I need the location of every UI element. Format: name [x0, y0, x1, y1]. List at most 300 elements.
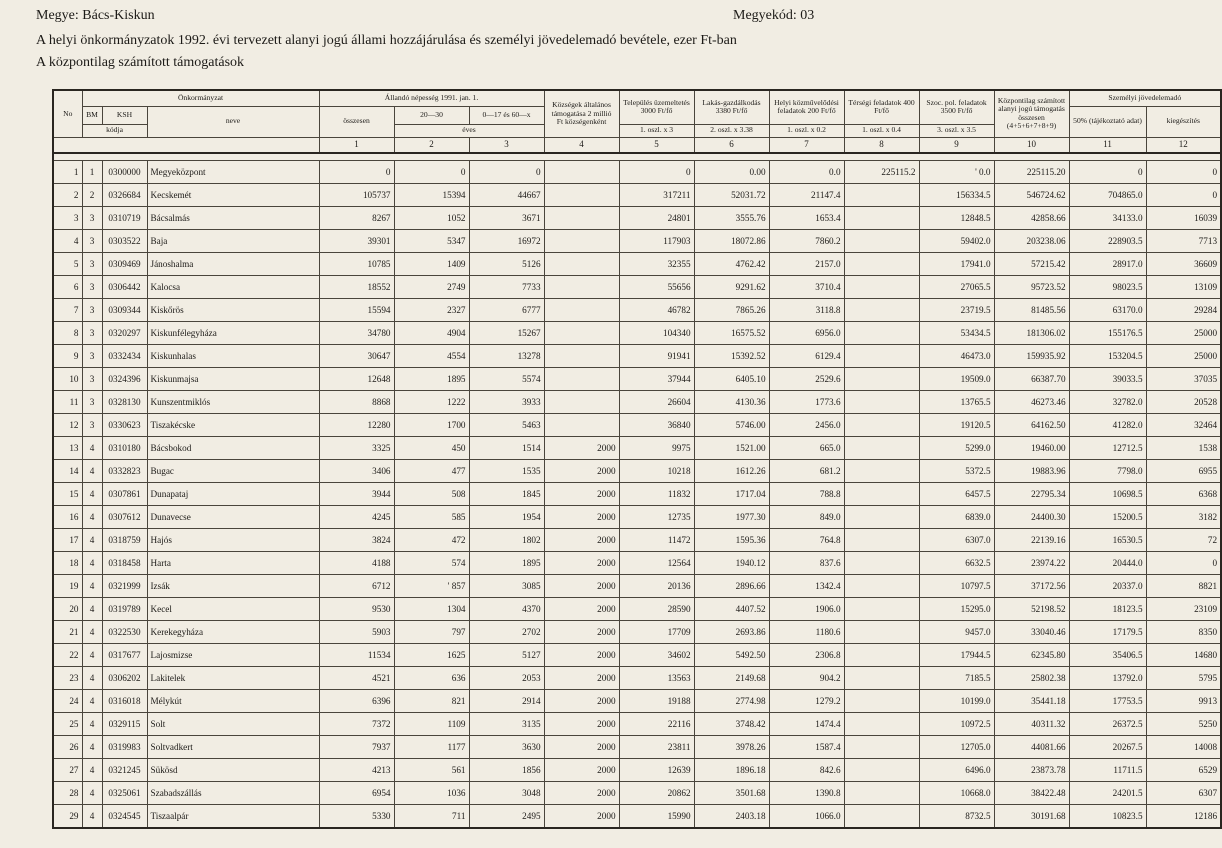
table-row — [53, 736, 1221, 759]
table-cell: 15392.52 — [694, 345, 769, 368]
table-cell: 0 — [619, 161, 694, 184]
table-cell: 42858.66 — [994, 207, 1069, 230]
table-cell: 0318759 — [102, 529, 147, 552]
table-cell: 1222 — [394, 391, 469, 414]
table-cell: 3406 — [319, 460, 394, 483]
table-cell: 1342.4 — [769, 575, 844, 598]
column-number: 4 — [544, 137, 619, 153]
table-cell: 2000 — [544, 621, 619, 644]
table-cell — [544, 299, 619, 322]
column-number: 6 — [694, 137, 769, 153]
table-cell: 2000 — [544, 529, 619, 552]
table-cell: 32782.0 — [1069, 391, 1146, 414]
table-cell: 2000 — [544, 598, 619, 621]
table-cell: 0325061 — [102, 782, 147, 805]
table-cell: 98023.5 — [1069, 276, 1146, 299]
table-cell: 20444.0 — [1069, 552, 1146, 575]
table-row — [53, 667, 1221, 690]
col-header-osszesen: összesen — [319, 106, 394, 137]
table-cell: 2749 — [394, 276, 469, 299]
table-cell: 16575.52 — [694, 322, 769, 345]
table-cell: 1279.2 — [769, 690, 844, 713]
table-cell: 3824 — [319, 529, 394, 552]
table-cell: 5574 — [469, 368, 544, 391]
table-cell: 38422.48 — [994, 782, 1069, 805]
table-cell: 6632.5 — [919, 552, 994, 575]
table-cell: 704865.0 — [1069, 184, 1146, 207]
municipality-name: Tiszakécske — [147, 414, 319, 437]
table-cell: 17941.0 — [919, 253, 994, 276]
table-cell — [544, 345, 619, 368]
table-cell: 1409 — [394, 253, 469, 276]
row-number: 2 — [53, 184, 82, 207]
table-cell: 105737 — [319, 184, 394, 207]
table-cell: 32355 — [619, 253, 694, 276]
table-cell: 8732.5 — [919, 805, 994, 828]
table-cell: ' 857 — [394, 575, 469, 598]
table-cell: 2000 — [544, 437, 619, 460]
municipality-name: Baja — [147, 230, 319, 253]
table-cell: 1954 — [469, 506, 544, 529]
table-cell — [544, 368, 619, 391]
table-cell: 15295.0 — [919, 598, 994, 621]
table-cell — [544, 184, 619, 207]
table-cell: 0319789 — [102, 598, 147, 621]
row-number: 11 — [53, 391, 82, 414]
table-cell: 3 — [82, 368, 102, 391]
table-cell: 0 — [1146, 161, 1221, 184]
col-header-helyi: Helyi közművelődési feladatok 200 Ft/fő — [769, 90, 844, 124]
table-cell: 11534 — [319, 644, 394, 667]
table-cell: 1177 — [394, 736, 469, 759]
table-cell: 4 — [82, 713, 102, 736]
table-cell: 0328130 — [102, 391, 147, 414]
table-cell: 3 — [82, 391, 102, 414]
table-cell: 711 — [394, 805, 469, 828]
table-cell: 1856 — [469, 759, 544, 782]
table-cell: 2306.8 — [769, 644, 844, 667]
table-cell: 14008 — [1146, 736, 1221, 759]
table-cell: 4 — [82, 437, 102, 460]
col-formula-szoc: 3. oszl. x 3.5 — [919, 124, 994, 137]
table-cell: 7733 — [469, 276, 544, 299]
table-cell: 10218 — [619, 460, 694, 483]
table-cell: 24201.5 — [1069, 782, 1146, 805]
col-header-bm: BM — [82, 106, 102, 124]
column-number: 7 — [769, 137, 844, 153]
col-header-lakas: Lakás-gazdálkodás 3380 Ft/fő — [694, 90, 769, 124]
table-cell: 15990 — [619, 805, 694, 828]
table-row — [53, 230, 1221, 253]
col-header-tersegi: Térségi feladatok 400 Ft/fő — [844, 90, 919, 124]
table-cell: 5795 — [1146, 667, 1221, 690]
table-cell: 0 — [1146, 184, 1221, 207]
table-cell: 25802.38 — [994, 667, 1069, 690]
column-number: 1 — [319, 137, 394, 153]
col-header-age-0-17: 0—17 és 60—x — [469, 106, 544, 124]
table-cell — [544, 253, 619, 276]
row-number: 17 — [53, 529, 82, 552]
table-cell: 34133.0 — [1069, 207, 1146, 230]
table-cell: 0324545 — [102, 805, 147, 828]
table-cell: 10199.0 — [919, 690, 994, 713]
table-cell: 4521 — [319, 667, 394, 690]
table-cell: 7185.5 — [919, 667, 994, 690]
table-cell: 7937 — [319, 736, 394, 759]
table-cell: 574 — [394, 552, 469, 575]
table-cell: 0300000 — [102, 161, 147, 184]
table-row — [53, 184, 1221, 207]
table-cell: 837.6 — [769, 552, 844, 575]
table-cell: 225115.20 — [994, 161, 1069, 184]
column-number: 11 — [1069, 137, 1146, 153]
table-cell: 904.2 — [769, 667, 844, 690]
table-cell — [844, 690, 919, 713]
table-cell: 7372 — [319, 713, 394, 736]
table-cell: 9530 — [319, 598, 394, 621]
table-cell: 46273.46 — [994, 391, 1069, 414]
table-cell: 52198.52 — [994, 598, 1069, 621]
table-cell: 8868 — [319, 391, 394, 414]
table-cell: 24801 — [619, 207, 694, 230]
table-cell: 1906.0 — [769, 598, 844, 621]
table-cell: 2149.68 — [694, 667, 769, 690]
table-cell: 3182 — [1146, 506, 1221, 529]
table-cell — [844, 805, 919, 828]
table-row — [53, 506, 1221, 529]
table-cell: 4 — [82, 575, 102, 598]
table-cell: 15394 — [394, 184, 469, 207]
column-number: 9 — [919, 137, 994, 153]
table-cell: 5492.50 — [694, 644, 769, 667]
table-cell: 5372.5 — [919, 460, 994, 483]
municipality-name: Sükösd — [147, 759, 319, 782]
table-cell: 17709 — [619, 621, 694, 644]
table-cell — [544, 322, 619, 345]
table-cell: 0 — [1146, 552, 1221, 575]
table-cell: 36609 — [1146, 253, 1221, 276]
table-cell: 0306442 — [102, 276, 147, 299]
table-cell: 35441.18 — [994, 690, 1069, 713]
table-cell: 2327 — [394, 299, 469, 322]
table-cell: 225115.2 — [844, 161, 919, 184]
table-cell: 23974.22 — [994, 552, 1069, 575]
municipality-name: Mélykút — [147, 690, 319, 713]
table-cell: 821 — [394, 690, 469, 713]
table-cell: 72 — [1146, 529, 1221, 552]
table-cell: 34602 — [619, 644, 694, 667]
table-cell: 181306.02 — [994, 322, 1069, 345]
table-cell: 0322530 — [102, 621, 147, 644]
table-cell: 19460.00 — [994, 437, 1069, 460]
municipality-name: Jánoshalma — [147, 253, 319, 276]
table-cell: 28590 — [619, 598, 694, 621]
table-cell: 19883.96 — [994, 460, 1069, 483]
table-row — [53, 575, 1221, 598]
table-cell: 11832 — [619, 483, 694, 506]
table-cell: 23811 — [619, 736, 694, 759]
col-header-kodja: kódja — [82, 124, 147, 137]
table-cell: 2000 — [544, 506, 619, 529]
table-cell — [844, 276, 919, 299]
table-row — [53, 276, 1221, 299]
table-cell: 13765.5 — [919, 391, 994, 414]
col-header-telepules: Település üzemeltetés 3000 Ft/fő — [619, 90, 694, 124]
row-number: 22 — [53, 644, 82, 667]
table-cell: 1845 — [469, 483, 544, 506]
table-cell: 1390.8 — [769, 782, 844, 805]
table-cell: 0307612 — [102, 506, 147, 529]
row-number: 27 — [53, 759, 82, 782]
table-cell: 764.8 — [769, 529, 844, 552]
table-cell: 104340 — [619, 322, 694, 345]
table-cell: 159935.92 — [994, 345, 1069, 368]
table-cell: 2000 — [544, 644, 619, 667]
table-cell: 4 — [82, 460, 102, 483]
table-row — [53, 621, 1221, 644]
table-row — [53, 299, 1221, 322]
table-cell: 3135 — [469, 713, 544, 736]
column-number: 3 — [469, 137, 544, 153]
table-cell — [544, 161, 619, 184]
table-cell — [844, 529, 919, 552]
row-number: 5 — [53, 253, 82, 276]
table-cell: 3 — [82, 230, 102, 253]
table-cell: 18123.5 — [1069, 598, 1146, 621]
table-cell: 1535 — [469, 460, 544, 483]
table-body — [53, 153, 1221, 828]
table-cell: 3 — [82, 253, 102, 276]
table-cell: 6307 — [1146, 782, 1221, 805]
table-cell: 24400.30 — [994, 506, 1069, 529]
municipality-name: Izsák — [147, 575, 319, 598]
table-row — [53, 483, 1221, 506]
table-cell: 1066.0 — [769, 805, 844, 828]
table-cell: 9291.62 — [694, 276, 769, 299]
table-cell: 228903.5 — [1069, 230, 1146, 253]
table-cell: 4245 — [319, 506, 394, 529]
table-cell: 665.0 — [769, 437, 844, 460]
table-cell — [544, 414, 619, 437]
table-cell: 11711.5 — [1069, 759, 1146, 782]
row-number: 19 — [53, 575, 82, 598]
table-cell: 16972 — [469, 230, 544, 253]
table-cell: 2000 — [544, 552, 619, 575]
col-header-no: No — [53, 90, 82, 137]
table-cell: 34780 — [319, 322, 394, 345]
table-cell — [844, 253, 919, 276]
table-cell: 0321245 — [102, 759, 147, 782]
table-cell: 0310180 — [102, 437, 147, 460]
table-cell: 4 — [82, 690, 102, 713]
table-cell: 10785 — [319, 253, 394, 276]
table-cell: 25000 — [1146, 322, 1221, 345]
row-number: 9 — [53, 345, 82, 368]
table-cell: 1587.4 — [769, 736, 844, 759]
table-cell: 5903 — [319, 621, 394, 644]
col-header-szja: Személyi jövedelemadó — [1069, 90, 1221, 106]
document-title: A helyi önkormányzatok 1992. évi tervezett alanyi jogú állami hozzájárulása és személyi jövedelemadó bevétele, ezer Ft-ban — [36, 33, 737, 48]
table-cell: 37944 — [619, 368, 694, 391]
row-number: 14 — [53, 460, 82, 483]
table-cell: 561 — [394, 759, 469, 782]
row-number: 15 — [53, 483, 82, 506]
table-cell: 1717.04 — [694, 483, 769, 506]
table-cell: 2000 — [544, 759, 619, 782]
row-number: 28 — [53, 782, 82, 805]
table-cell: 9457.0 — [919, 621, 994, 644]
row-number: 26 — [53, 736, 82, 759]
table-cell: 1896.18 — [694, 759, 769, 782]
table-cell: 155176.5 — [1069, 322, 1146, 345]
table-cell: 4370 — [469, 598, 544, 621]
table-cell: 9913 — [1146, 690, 1221, 713]
table-cell: 0 — [1069, 161, 1146, 184]
row-number: 10 — [53, 368, 82, 391]
table-cell: 2 — [82, 184, 102, 207]
table-cell — [844, 552, 919, 575]
table-cell: 12639 — [619, 759, 694, 782]
row-number: 18 — [53, 552, 82, 575]
table-cell: 2693.86 — [694, 621, 769, 644]
table-cell: 1304 — [394, 598, 469, 621]
table-cell — [544, 391, 619, 414]
table-cell: 450 — [394, 437, 469, 460]
table-cell: 3048 — [469, 782, 544, 805]
table-cell — [844, 713, 919, 736]
column-number: 2 — [394, 137, 469, 153]
table-cell: 53434.5 — [919, 322, 994, 345]
table-cell: 10698.5 — [1069, 483, 1146, 506]
table-row — [53, 713, 1221, 736]
table-cell: 0306202 — [102, 667, 147, 690]
table-cell: 203238.06 — [994, 230, 1069, 253]
table-cell: 6307.0 — [919, 529, 994, 552]
col-header-kozpontilag: Központilag számított alanyi jogú támogatás összesen (4+5+6+7+8+9) — [994, 90, 1069, 137]
table-cell: 39033.5 — [1069, 368, 1146, 391]
table-cell: 12564 — [619, 552, 694, 575]
table-cell — [844, 230, 919, 253]
document-subtitle: A központilag számított támogatások — [36, 55, 245, 70]
table-cell: 4213 — [319, 759, 394, 782]
municipality-name: Kiskunfélegyháza — [147, 322, 319, 345]
table-row — [53, 644, 1221, 667]
table-cell: 37172.56 — [994, 575, 1069, 598]
table-cell: 10797.5 — [919, 575, 994, 598]
column-number: 12 — [1146, 137, 1221, 153]
table-cell: 25000 — [1146, 345, 1221, 368]
table-cell: 4130.36 — [694, 391, 769, 414]
table-cell: 6496.0 — [919, 759, 994, 782]
table-cell: 15200.5 — [1069, 506, 1146, 529]
table-row — [53, 253, 1221, 276]
table-cell: 30191.68 — [994, 805, 1069, 828]
row-number: 4 — [53, 230, 82, 253]
municipality-name: Kiskunmajsa — [147, 368, 319, 391]
table-cell: 6839.0 — [919, 506, 994, 529]
table-cell: 12186 — [1146, 805, 1221, 828]
table-cell: 3978.26 — [694, 736, 769, 759]
table-cell: 0332823 — [102, 460, 147, 483]
municipality-name: Bácsalmás — [147, 207, 319, 230]
table-cell: 4554 — [394, 345, 469, 368]
table-row — [53, 805, 1221, 828]
table-cell: 8350 — [1146, 621, 1221, 644]
municipality-name: Kerekegyháza — [147, 621, 319, 644]
table-cell: 3944 — [319, 483, 394, 506]
table-cell: 1625 — [394, 644, 469, 667]
row-number: 1 — [53, 161, 82, 184]
table-cell: 20267.5 — [1069, 736, 1146, 759]
table-cell: 17944.5 — [919, 644, 994, 667]
table-cell: 26372.5 — [1069, 713, 1146, 736]
table-cell: 2157.0 — [769, 253, 844, 276]
table-cell: 1700 — [394, 414, 469, 437]
table-cell: 156334.5 — [919, 184, 994, 207]
table-row — [53, 552, 1221, 575]
table-cell: 117903 — [619, 230, 694, 253]
table-row — [53, 391, 1221, 414]
table-cell: 3 — [82, 414, 102, 437]
table-cell: 15267 — [469, 322, 544, 345]
table-cell: 6129.4 — [769, 345, 844, 368]
table-cell: 2403.18 — [694, 805, 769, 828]
table-cell: 3501.68 — [694, 782, 769, 805]
municipality-name: Harta — [147, 552, 319, 575]
table-cell: 4904 — [394, 322, 469, 345]
row-number: 8 — [53, 322, 82, 345]
municipality-name: Bugac — [147, 460, 319, 483]
table-cell: 3 — [82, 299, 102, 322]
table-cell — [844, 506, 919, 529]
table-cell: 2000 — [544, 667, 619, 690]
table-cell: 4 — [82, 483, 102, 506]
table-cell: 0.0 — [769, 161, 844, 184]
table-cell: 39301 — [319, 230, 394, 253]
table-cell: 3085 — [469, 575, 544, 598]
table-cell — [544, 207, 619, 230]
row-number: 25 — [53, 713, 82, 736]
table-cell — [844, 207, 919, 230]
table-cell: 6368 — [1146, 483, 1221, 506]
table-cell: 12848.5 — [919, 207, 994, 230]
table-cell: 1895 — [469, 552, 544, 575]
table-cell: 13278 — [469, 345, 544, 368]
table-cell: 11472 — [619, 529, 694, 552]
table-cell: 10668.0 — [919, 782, 994, 805]
table-cell: 37035 — [1146, 368, 1221, 391]
table-cell: 19188 — [619, 690, 694, 713]
table-cell: 57215.42 — [994, 253, 1069, 276]
table-cell: 2702 — [469, 621, 544, 644]
table-cell: 5463 — [469, 414, 544, 437]
table-row — [53, 782, 1221, 805]
table-cell: 3710.4 — [769, 276, 844, 299]
municipality-name: Lajosmizse — [147, 644, 319, 667]
table-cell — [844, 368, 919, 391]
table-cell: 44667 — [469, 184, 544, 207]
table-cell: 26604 — [619, 391, 694, 414]
table-cell: 66387.70 — [994, 368, 1069, 391]
table-cell: 36840 — [619, 414, 694, 437]
table-cell: 4 — [82, 667, 102, 690]
table-cell: 636 — [394, 667, 469, 690]
table-cell: 5250 — [1146, 713, 1221, 736]
table-cell: 2000 — [544, 575, 619, 598]
municipality-name: Kalocsa — [147, 276, 319, 299]
municipality-name: Solt — [147, 713, 319, 736]
table-cell: 46782 — [619, 299, 694, 322]
